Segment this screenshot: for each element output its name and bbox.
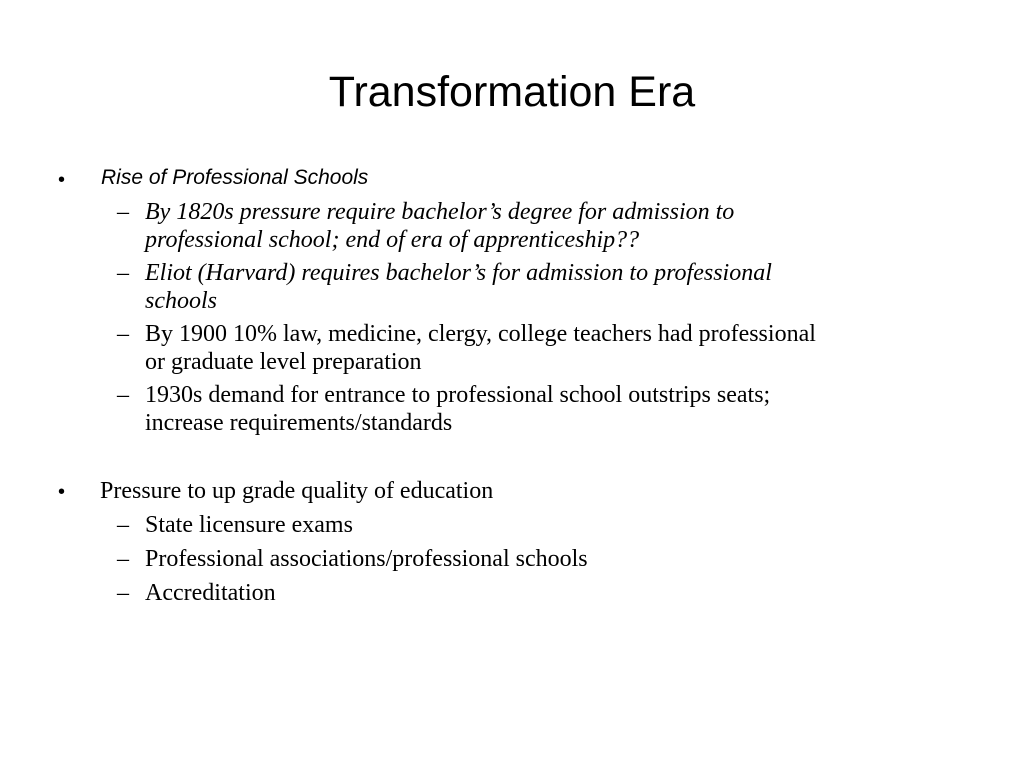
sub-bullet-text (145, 381, 960, 437)
dash-icon: – (117, 512, 129, 538)
dash-icon: – (117, 382, 129, 408)
dash-icon: – (117, 321, 129, 347)
dash-icon: – (117, 580, 129, 606)
sub-bullet-line: State licensure exams (145, 512, 353, 538)
sub-bullet-line: Eliot (Harvard) requires bachelor’s for admission to professional (145, 260, 772, 286)
sub-bullet-line: or graduate level preparation (145, 349, 422, 375)
dash-icon: – (117, 260, 129, 286)
sub-bullet-line: Professional associations/professional schools (145, 546, 588, 572)
sub-bullet-line: schools (145, 288, 217, 314)
sub-bullet-text (145, 198, 960, 254)
bullet-icon: • (58, 481, 66, 503)
sub-bullet-text (145, 511, 960, 539)
sub-bullet-text (145, 259, 960, 315)
slide-title: Transformation Era (328, 68, 696, 116)
sub-bullet-text (145, 545, 960, 573)
sub-bullet-line: 1930s demand for entrance to professional school outstrips seats; (145, 382, 771, 408)
sub-bullet-line: increase requirements/standards (145, 410, 453, 436)
dash-icon: – (117, 546, 129, 572)
sub-bullet-line: By 1900 10% law, medicine, clergy, college teachers had professional (145, 321, 816, 347)
dash-icon: – (117, 199, 129, 225)
bullet-heading: Pressure to up grade quality of education (100, 478, 494, 504)
bullet-icon: • (58, 169, 66, 191)
sub-bullet-text (145, 579, 960, 607)
sub-bullet-line: professional school; end of era of apprenticeship?? (145, 227, 640, 253)
sub-bullet-line: Accreditation (145, 580, 276, 606)
bullet-heading: Rise of Professional Schools (101, 166, 369, 189)
sub-bullet-line: By 1820s pressure require bachelor’s degree for admission to (145, 199, 735, 225)
sub-bullet-text (145, 320, 960, 376)
